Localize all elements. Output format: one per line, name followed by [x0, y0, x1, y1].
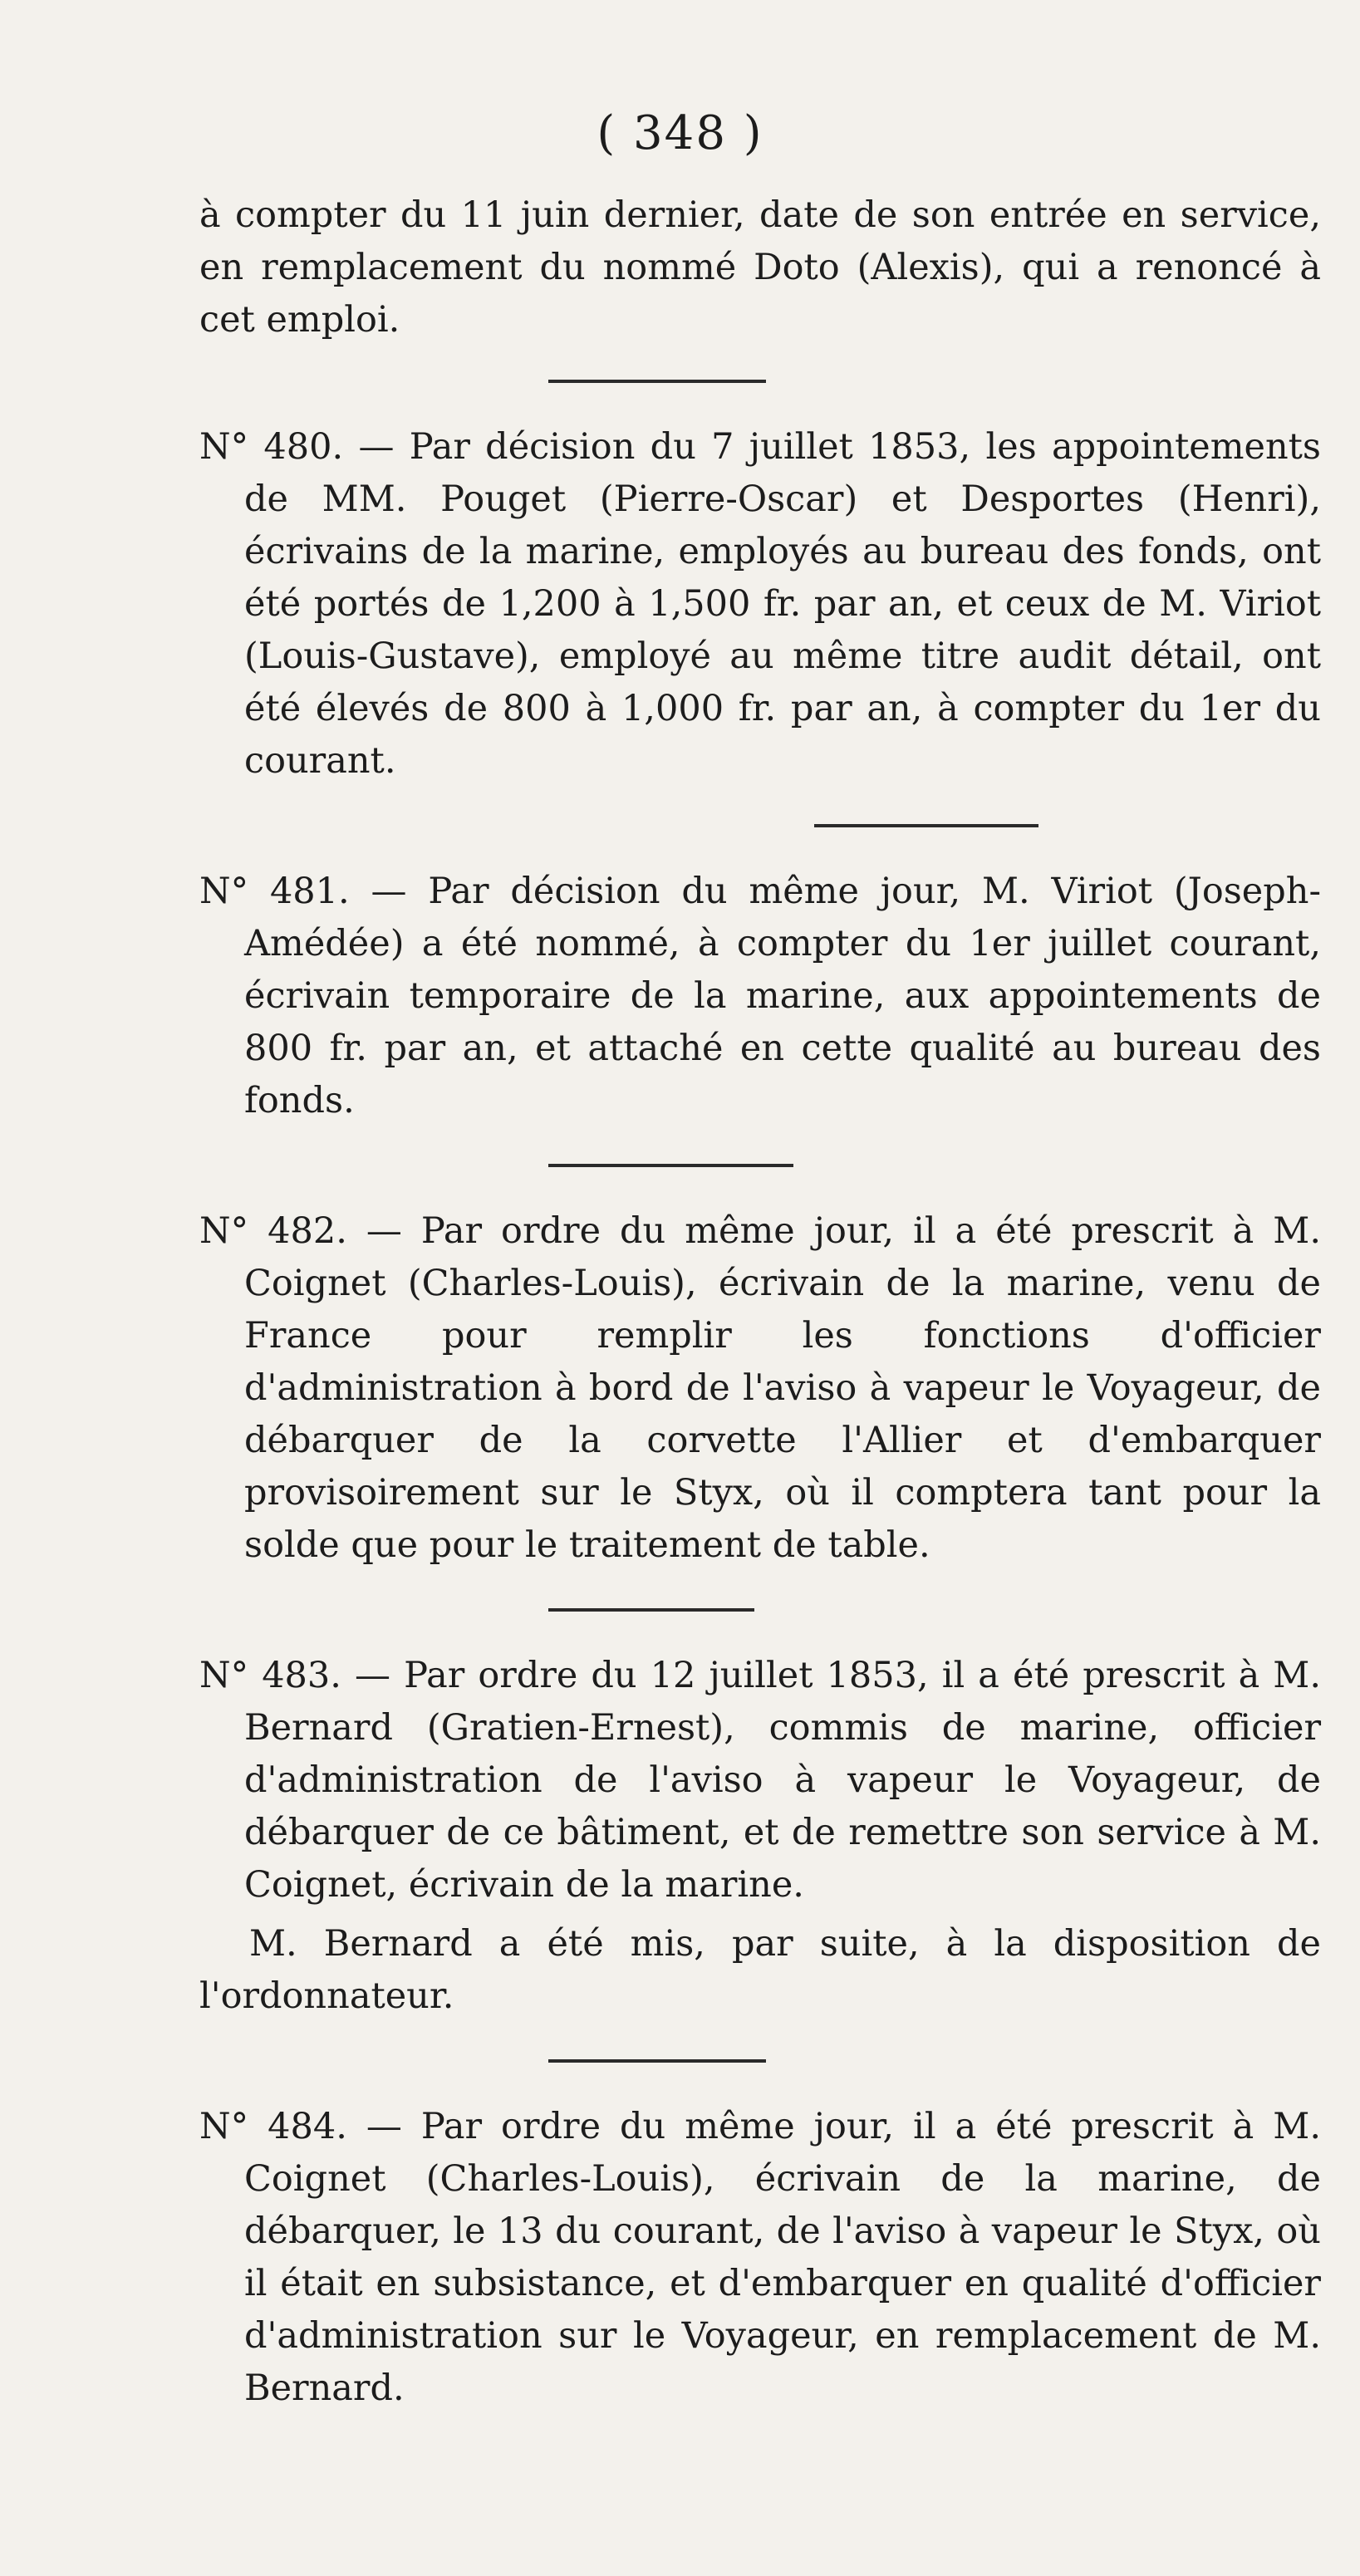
paragraph-text: — Par ordre du même jour, il a été prescrit à M. Coignet (Charles-Louis), écrivain de la marine, venu de France pour remplir les fonctions d'officier d'administration à bord de l'aviso à vapeur le Voyageur, de débarquer de la corvette l'Allier et d'embarquer provisoirement sur le Styx, où il comptera tant pour la solde que pour le traitement de table.: [244, 1210, 1321, 1566]
paragraph-483-continued: [199, 1918, 1321, 2023]
paragraph-483: [199, 1650, 1321, 1911]
paragraph-text: à compter du 11 juin dernier, date de son entrée en service, en remplacement du nommé Doto (Alexis), qui a renoncé à cet emploi.: [199, 194, 1321, 341]
paragraph-text: — Par ordre du même jour, il a été prescrit à M. Coignet (Charles-Louis), écrivain de la marine, de débarquer, le 13 du courant, de l'aviso à vapeur le Styx, où il était en subsistance, et d'embarquer en qualité d'officier d'administration sur le Voyageur, en remplacement de M. Bernard.: [244, 2106, 1321, 2409]
separator-rule: [548, 1608, 754, 1612]
paragraph-text: — Par décision du 7 juillet 1853, les appointements de MM. Pouget (Pierre-Oscar) et Desportes (Henri), écrivains de la marine, employés au bureau des fonds, ont été portés de 1,200 à 1,500 fr. par an, et ceux de M. Viriot (Louis-Gustave), employé au même titre audit détail, ont été élevés de 800 à 1,000 fr. par an, à compter du 1er du courant.: [244, 426, 1322, 782]
document-body: [199, 189, 1321, 2415]
separator-rule: [548, 380, 766, 383]
paragraph-text: — Par décision du même jour, M. Viriot (Joseph-Amédée) a été nommé, à compter du 1er juillet courant, écrivain temporaire de la marine, aux appointements de 800 fr. par an, et attaché en cette qualité au bureau des fonds.: [244, 871, 1321, 1121]
entry-number: N° 483.: [199, 1655, 341, 1696]
entry-number: N° 484.: [199, 2106, 347, 2147]
entry-number: N° 481.: [199, 871, 350, 912]
paragraph-484: [199, 2101, 1321, 2415]
paragraph-481: [199, 866, 1321, 1127]
page-number: ( 348 ): [597, 106, 763, 160]
paragraph-text: — Par ordre du 12 juillet 1853, il a été prescrit à M. Bernard (Gratien-Ernest), commis de marine, officier d'administration de l'aviso à vapeur le Voyageur, de débarquer de ce bâtiment, et de remettre son service à M. Coignet, écrivain de la marine.: [244, 1655, 1321, 1906]
paragraph-480: [199, 421, 1321, 788]
separator-rule: [814, 824, 1038, 827]
paragraph-text: M. Bernard a été mis, par suite, à la disposition de l'ordonnateur.: [199, 1923, 1321, 2017]
entry-number: N° 480.: [199, 426, 344, 468]
separator-rule: [548, 1164, 793, 1167]
separator-rule: [548, 2059, 766, 2063]
paragraph-intro: [199, 189, 1321, 346]
paragraph-482: [199, 1205, 1321, 1572]
entry-number: N° 482.: [199, 1210, 347, 1252]
